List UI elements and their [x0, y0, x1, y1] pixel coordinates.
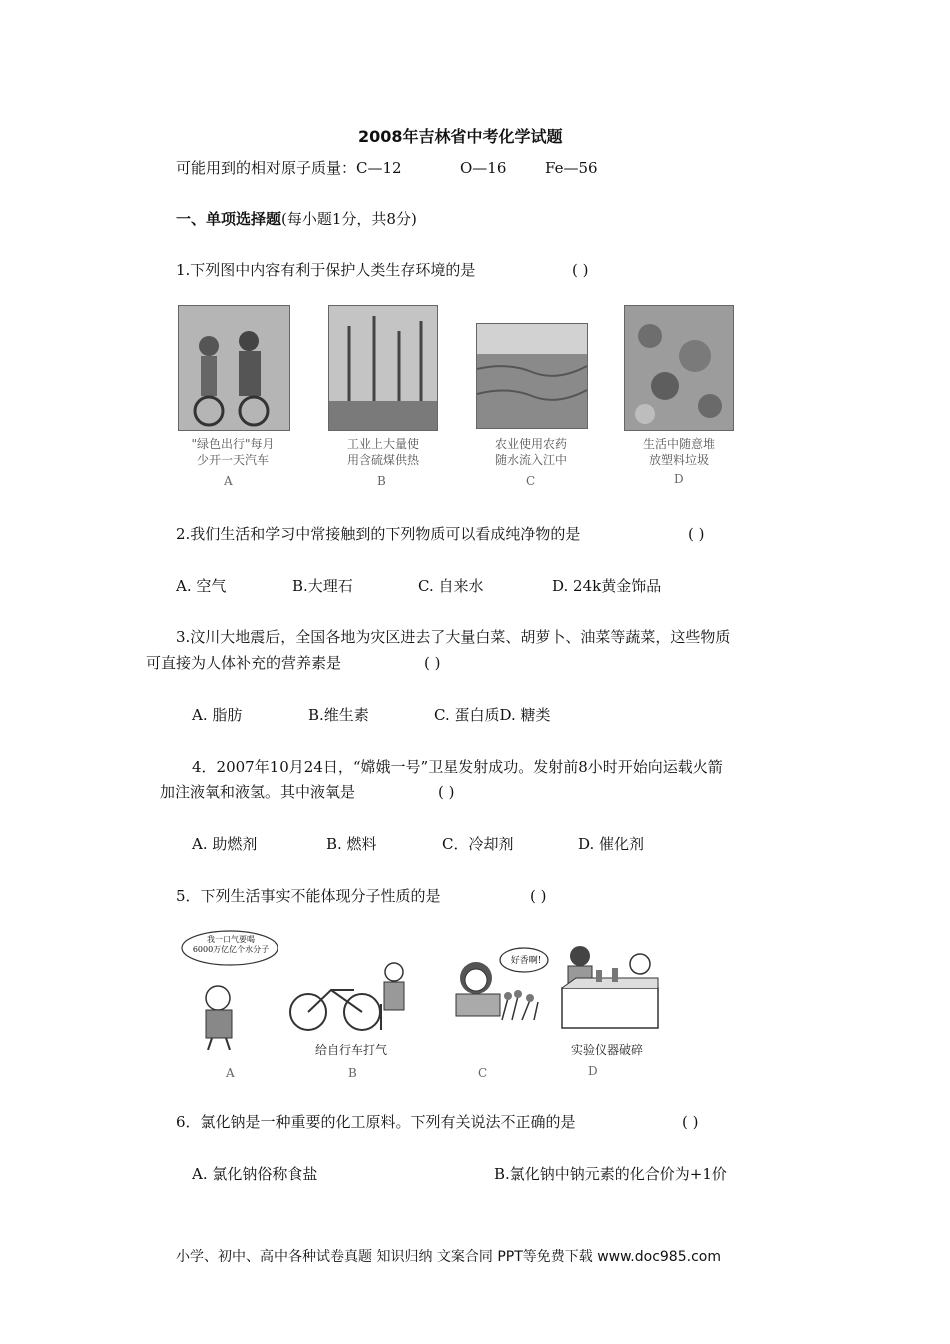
question-1-stem: 1.下列图中内容有利于保护人类生存环境的是	[176, 261, 476, 279]
question-2-answer-blank: ( )	[688, 525, 705, 543]
photo-c-caption: 农业使用农药 随水流入江中	[494, 437, 567, 467]
cartoon-d-letter: D	[588, 1064, 598, 1078]
question-4-answer-blank: ( )	[438, 783, 455, 801]
cartoon-d-caption: 实验仪器破碎	[570, 1043, 643, 1057]
question-5-answer-blank: ( )	[530, 887, 547, 905]
question-4-option-d: D. 催化剂	[578, 835, 645, 853]
photo-a-caption: "绿色出行"每月 少开一天汽车	[191, 437, 275, 467]
photo-b-letter: B	[377, 474, 386, 488]
atomic-mass-c: C—12	[356, 159, 402, 177]
cartoon-drinking-water	[178, 930, 278, 1050]
question-3-line-2: 可直接为人体补充的营养素是	[146, 654, 342, 672]
question-3-option-b: B.维生素	[308, 706, 369, 724]
cartoon-b-letter: B	[348, 1066, 357, 1080]
section-title: 一、单项选择题	[176, 210, 282, 228]
trees-smoke-illustration	[329, 306, 437, 430]
question-3-option-a: A. 脂肪	[192, 706, 243, 724]
bicycle-illustration	[286, 960, 416, 1036]
photo-c-letter: C	[526, 474, 536, 488]
cartoon-a-letter: A	[226, 1066, 235, 1080]
cartoon-broken-instrument	[556, 940, 662, 1038]
atomic-mass-label: 可能用到的相对原子质量：	[176, 159, 357, 177]
field-illustration	[477, 324, 587, 428]
photo-pesticide-river	[476, 323, 588, 429]
cartoon-c-letter: C	[478, 1066, 488, 1080]
page-footer: 小学、初中、高中各种试卷真题 知识归纳 文案合同 PPT等免费下载 www.doc985.com	[176, 1249, 721, 1265]
atomic-mass-line	[176, 158, 402, 178]
question-4-line-2: 加注液氧和液氢。其中液氧是	[160, 783, 356, 801]
cartoon-bicycle-pump	[286, 960, 416, 1036]
question-2-option-c: C. 自来水	[418, 577, 484, 595]
atomic-mass-fe: Fe—56	[545, 159, 598, 177]
cartoon-smelling-flowers	[446, 940, 550, 1032]
photo-coal-industry	[328, 305, 438, 431]
photo-green-travel	[178, 305, 290, 431]
photo-b-caption: 工业上大量使 用含硫煤供热	[346, 437, 419, 467]
question-6-stem: 6．氯化钠是一种重要的化工原料。下列有关说法不正确的是	[176, 1113, 576, 1131]
atomic-mass-o: O—16	[460, 159, 507, 177]
photo-d-letter: D	[674, 472, 684, 486]
cartoon-c-bubble: 好香啊!	[510, 956, 542, 966]
photo-a-letter: A	[224, 474, 233, 488]
question-3-option-cd: C. 蛋白质D. 糖类	[434, 706, 551, 724]
question-3-answer-blank: ( )	[424, 654, 441, 672]
question-5-stem: 5．下列生活事实不能体现分子性质的是	[176, 887, 441, 905]
question-4-line-1: 4．2007年10月24日，“嫦娥一号”卫星发射成功。发射前8小时开始向运载火箭	[192, 758, 723, 776]
question-2-option-a: A. 空气	[176, 577, 227, 595]
question-4-option-a: A. 助燃剂	[192, 835, 258, 853]
question-2-option-b: B.大理石	[292, 577, 353, 595]
question-3-line-1: 3.汶川大地震后，全国各地为灾区进去了大量白菜、胡萝卜、油菜等蔬菜，这些物质	[176, 628, 731, 646]
question-4-option-b: B. 燃料	[326, 835, 377, 853]
question-6-answer-blank: ( )	[682, 1113, 699, 1131]
lab-table-illustration	[556, 940, 662, 1038]
question-2-stem: 2.我们生活和学习中常接触到的下列物质可以看成纯净物的是	[176, 525, 581, 543]
page-title: 2008年吉林省中考化学试题	[358, 127, 563, 146]
question-1-answer-blank: ( )	[572, 261, 589, 279]
question-6-option-a: A. 氯化钠俗称食盐	[192, 1165, 318, 1183]
section-note: (每小题1分，共8分)	[281, 210, 417, 228]
question-4-option-c: C．冷却剂	[442, 835, 514, 853]
photo-plastic-waste	[624, 305, 734, 431]
question-6-option-b: B.氯化钠中钠元素的化合价为+1价	[494, 1165, 727, 1183]
cartoon-a-bubble: 我一口气要喝 6000万亿亿个水分子	[192, 935, 270, 954]
cyclists-illustration	[179, 306, 289, 430]
garbage-illustration	[625, 306, 733, 430]
photo-d-caption: 生活中随意堆 放塑料垃圾	[642, 437, 715, 467]
section-heading	[176, 209, 417, 229]
cartoon-b-caption: 给自行车打气	[314, 1043, 387, 1057]
question-2-option-d: D. 24k黄金饰品	[552, 577, 662, 595]
